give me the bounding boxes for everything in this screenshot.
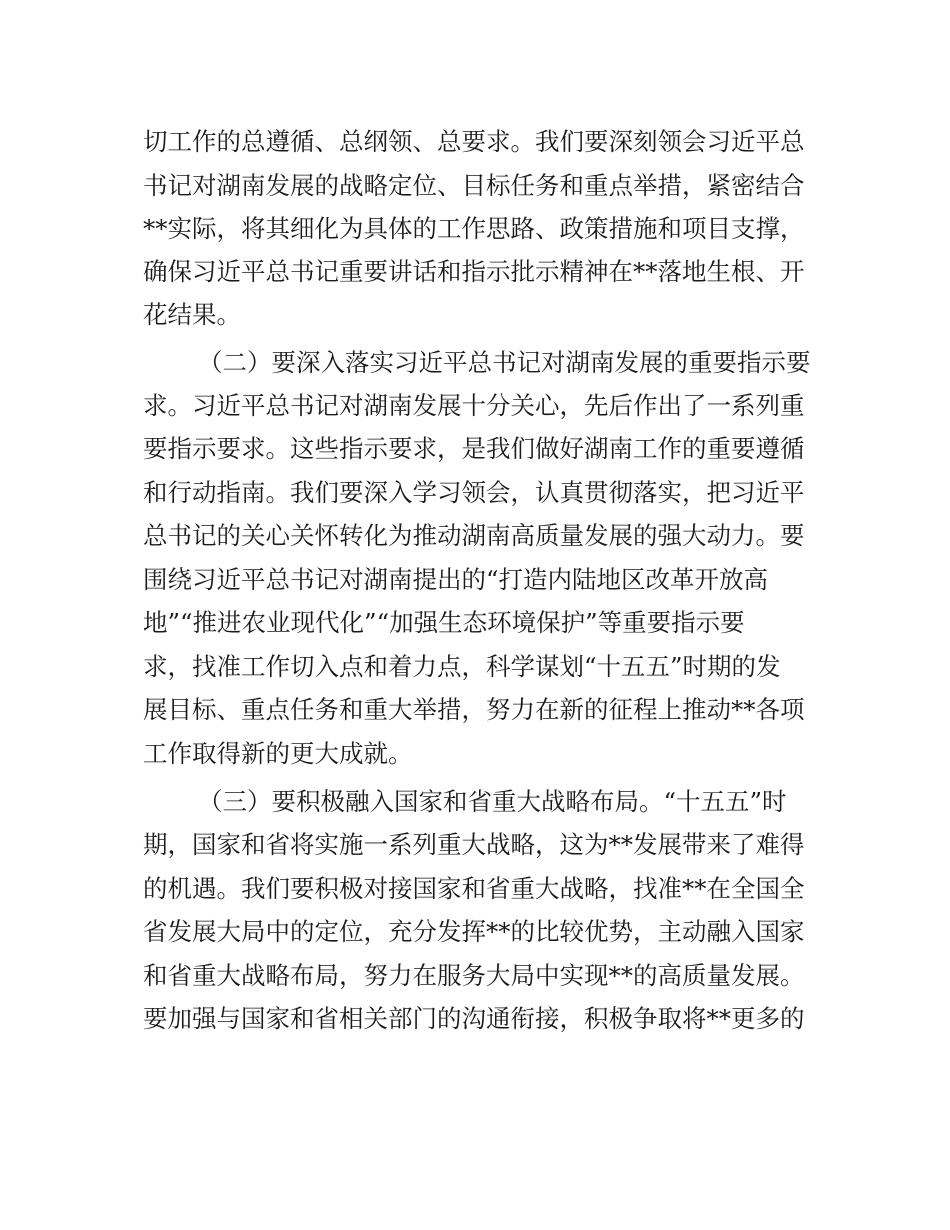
text-line: 要指示要求。这些指示要求，是我们做好湖南工作的重要遵循 — [143, 434, 805, 463]
text-line: 围绕习近平总书记对湖南提出的“打造内陆地区改革开放高 — [143, 565, 769, 594]
text-line: 省发展大局中的定位，充分发挥**的比较优势，主动融入国家 — [143, 917, 805, 946]
text-line: 和省重大战略布局，努力在服务大局中实现**的高质量发展。 — [143, 961, 805, 990]
text-line: 地”“推进农业现代化”“加强生态环境保护”等重要指示要 — [143, 608, 745, 637]
text-line: 确保习近平总书记重要讲话和指示批示精神在**落地生根、开 — [143, 257, 805, 286]
text-line: 切工作的总遵循、总纲领、总要求。我们要深刻领会习近平总 — [143, 127, 805, 156]
text-line: 工作取得新的更大成就。 — [143, 739, 413, 768]
text-line: 书记对湖南发展的战略定位、目标任务和重点举措，紧密结合 — [143, 171, 805, 200]
text-line: 求，找准工作切入点和着力点，科学谋划“十五五”时期的发 — [143, 652, 781, 681]
text-line: 总书记的关心关怀转化为推动湖南高质量发展的强大动力。要 — [143, 521, 805, 550]
text-line: 和行动指南。我们要深入学习领会，认真贯彻落实，把习近平 — [143, 478, 805, 507]
text-line: 花结果。 — [143, 300, 241, 329]
text-line: 期，国家和省将实施一系列重大战略，这为**发展带来了难得 — [143, 830, 805, 859]
section-heading-line: （二）要深入落实习近平总书记对湖南发展的重要指示要 — [198, 348, 811, 377]
text-line: 要加强与国家和省相关部门的沟通衔接，积极争取将**更多的 — [143, 1004, 805, 1033]
text-line: 展目标、重点任务和重大举措，努力在新的征程上推动**各项 — [143, 695, 805, 724]
text-line: 的机遇。我们要积极对接国家和省重大战略，找准**在全国全 — [143, 874, 805, 903]
text-line: 求。习近平总书记对湖南发展十分关心，先后作出了一系列重 — [143, 391, 805, 420]
text-line: **实际，将其细化为具体的工作思路、政策措施和项目支撑， — [143, 214, 805, 243]
section-heading-line: （三）要积极融入国家和省重大战略布局。“十五五”时 — [198, 787, 787, 816]
